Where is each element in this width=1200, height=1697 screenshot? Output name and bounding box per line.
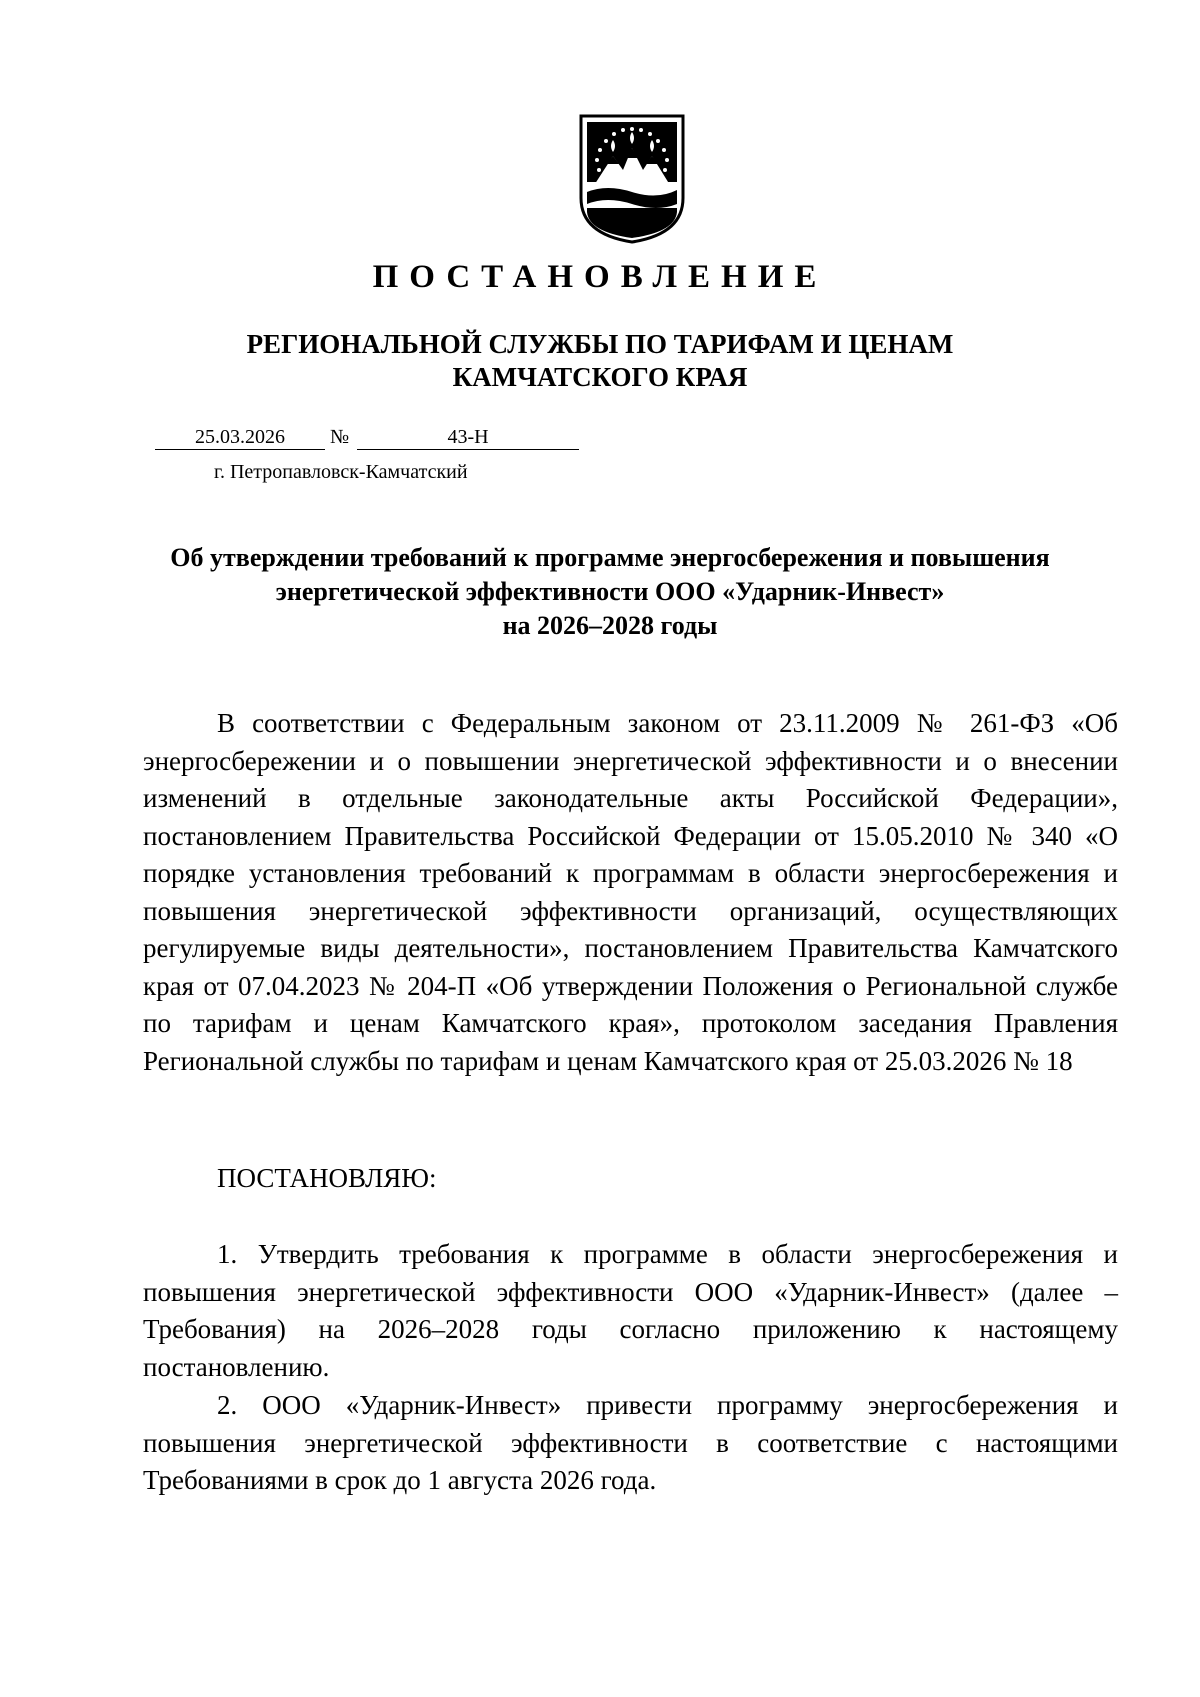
document-type-title: ПОСТАНОВЛЕНИЕ [372,259,828,295]
preamble-paragraph: В соответствии с Федеральным законом от 23.11.2009 № 261-ФЗ «Об энергосбережении и о повышении энергетической эффективности и о внесении изменений в отдельные законодательные акты Российской Федерации», постановлением Правительства Российской Федерации от 15.05.2010 № 340 «О порядке установления требований к программам в области энергосбережения и повышения энергетической эффективности организаций, осуществляющих регулируемые виды деятельности», постановлением Правительства Камчатского края от 07.04.2023 № 204-П «Об утверждении Положения о Региональной службе по тарифам и ценам Камчатского края», протоколом заседания Правления Региональной службы по тарифам и ценам Камчатского края от 25.03.2026 № 18 [143,708,1118,1076]
subject-line-1: Об утверждении требований к программе энергосбережения и повышения [170,543,1050,572]
city-of-issue: г. Петропавловск-Камчатский [214,461,468,483]
decree-word: ПОСТАНОВЛЯЮ: [217,1163,437,1193]
number-sign: № [330,426,350,448]
authority-line-2: КАМЧАТСКОГО КРАЯ [452,362,748,392]
number-underline [357,449,579,450]
document-subject [120,541,1100,643]
subject-line-3: на 2026–2028 годы [502,611,718,640]
item-1-paragraph: 1. Утвердить требования к программе в области энергосбережения и повышения энергетической эффективности ООО «Ударник-Инвест» (далее – Требования) на 2026–2028 годы согласно приложению к настоящему постановлению. [143,1239,1118,1382]
document-number: 43-Н [447,426,489,448]
issuing-authority [0,328,1200,394]
kamchatka-coat-of-arms-icon [577,112,687,244]
authority-line-1: РЕГИОНАЛЬНОЙ СЛУЖБЫ ПО ТАРИФАМ И ЦЕНАМ [246,329,954,359]
document-date: 25.03.2026 [195,426,285,448]
item-2-paragraph: 2. ООО «Ударник-Инвест» привести программу энергосбережения и повышения энергетической эффективности в соответствие с настоящими Требованиями в срок до 1 августа 2026 года. [143,1390,1118,1495]
date-underline [155,449,325,450]
subject-line-2: энергетической эффективности ООО «Ударник-Инвест» [275,577,945,606]
